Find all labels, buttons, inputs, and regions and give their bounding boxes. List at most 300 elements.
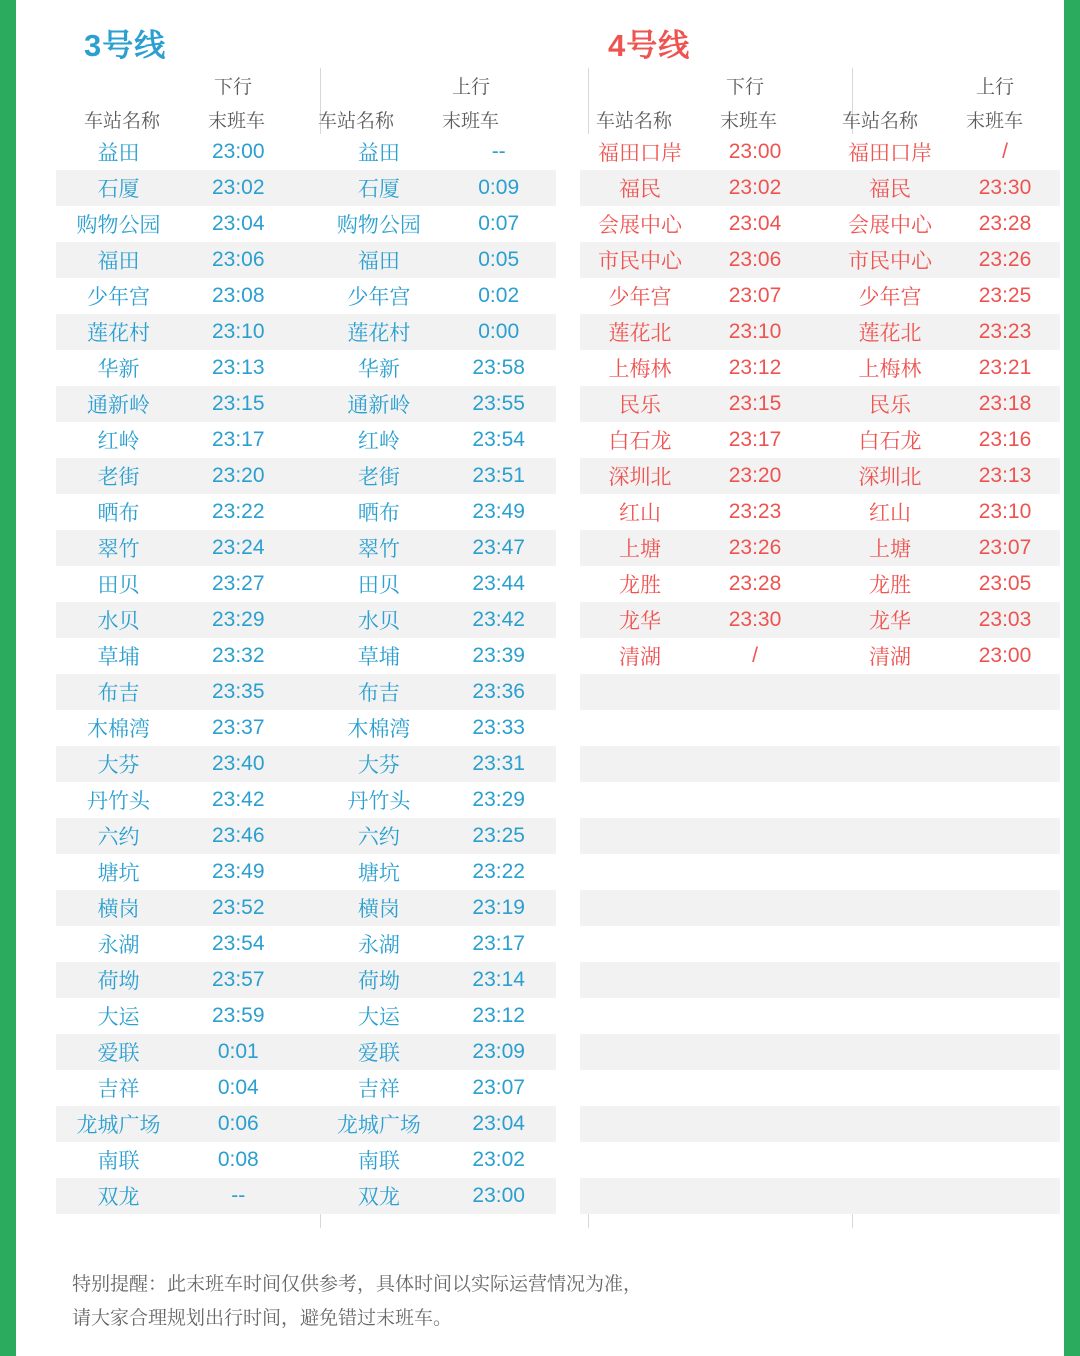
- table-row: [580, 890, 1060, 926]
- down-station-cell: 少年宫: [580, 278, 700, 314]
- up-time-cell: --: [441, 134, 556, 170]
- table-row: [56, 458, 556, 494]
- table-row: [580, 242, 1060, 278]
- down-time-cell: [700, 962, 810, 998]
- down-station-cell: 少年宫: [56, 278, 181, 314]
- spacer-cell: [296, 638, 317, 674]
- spacer-cell: [296, 1106, 317, 1142]
- spacer-cell: [810, 1142, 830, 1178]
- up-time-cell: 23:07: [441, 1070, 556, 1106]
- up-time-cell: [950, 998, 1060, 1034]
- table-row: [56, 962, 556, 998]
- down-time-cell: --: [181, 1178, 296, 1214]
- down-station-cell: 通新岭: [56, 386, 181, 422]
- down-station-cell: 水贝: [56, 602, 181, 638]
- spacer-cell: [810, 422, 830, 458]
- down-station-cell: 红岭: [56, 422, 181, 458]
- up-station-cell: 莲花村: [316, 314, 441, 350]
- down-time-cell: 23:22: [181, 494, 296, 530]
- spacer-cell: [810, 602, 830, 638]
- line-4-down-direction-label: 下行: [726, 77, 765, 98]
- down-time-cell: [700, 746, 810, 782]
- down-time-cell: 23:59: [181, 998, 296, 1034]
- spacer-cell: [296, 278, 317, 314]
- table-row: [56, 890, 556, 926]
- spacer-cell: [296, 206, 317, 242]
- table-row: [580, 818, 1060, 854]
- down-time-cell: 23:02: [181, 170, 296, 206]
- up-time-cell: 23:47: [441, 530, 556, 566]
- down-station-cell: 龙胜: [580, 566, 700, 602]
- up-station-cell: 老街: [316, 458, 441, 494]
- down-time-cell: 23:54: [181, 926, 296, 962]
- down-time-cell: [700, 818, 810, 854]
- spacer-cell: [810, 674, 830, 710]
- up-time-cell: 23:18: [950, 386, 1060, 422]
- up-station-cell: [830, 1178, 950, 1214]
- up-time-cell: 23:44: [441, 566, 556, 602]
- up-station-cell: [830, 1034, 950, 1070]
- up-time-cell: 23:17: [441, 926, 556, 962]
- up-station-cell: [830, 746, 950, 782]
- table-row: [580, 422, 1060, 458]
- up-station-cell: 爱联: [316, 1034, 441, 1070]
- up-station-cell: 益田: [316, 134, 441, 170]
- up-time-cell: 23:21: [950, 350, 1060, 386]
- table-row: [580, 206, 1060, 242]
- down-station-cell: 购物公园: [56, 206, 181, 242]
- down-station-cell: 上塘: [580, 530, 700, 566]
- down-station-cell: 田贝: [56, 566, 181, 602]
- down-station-cell: [580, 1034, 700, 1070]
- up-time-cell: 23:55: [441, 386, 556, 422]
- down-time-cell: 23:04: [700, 206, 810, 242]
- spacer-cell: [296, 674, 317, 710]
- up-station-cell: 六约: [316, 818, 441, 854]
- up-time-cell: 23:58: [441, 350, 556, 386]
- up-station-cell: 少年宫: [830, 278, 950, 314]
- line-4-up-time-header: 末班车: [966, 111, 1024, 132]
- down-station-cell: 横岗: [56, 890, 181, 926]
- up-station-cell: [830, 998, 950, 1034]
- down-time-cell: 23:02: [700, 170, 810, 206]
- up-station-cell: 木棉湾: [316, 710, 441, 746]
- up-time-cell: 23:54: [441, 422, 556, 458]
- line-4-table: [580, 134, 1060, 1214]
- spacer-cell: [810, 530, 830, 566]
- spacer-cell: [296, 530, 317, 566]
- spacer-cell: [810, 134, 830, 170]
- table-row: [56, 854, 556, 890]
- down-station-cell: 南联: [56, 1142, 181, 1178]
- line-3-up-direction-label: 上行: [452, 77, 491, 98]
- spacer-cell: [296, 350, 317, 386]
- down-time-cell: 0:01: [181, 1034, 296, 1070]
- table-row: [580, 314, 1060, 350]
- spacer-cell: [296, 782, 317, 818]
- spacer-cell: [810, 242, 830, 278]
- up-station-cell: 大运: [316, 998, 441, 1034]
- up-time-cell: 23:02: [441, 1142, 556, 1178]
- spacer-cell: [296, 710, 317, 746]
- table-row: [56, 674, 556, 710]
- spacer-cell: [810, 998, 830, 1034]
- up-time-cell: 23:29: [441, 782, 556, 818]
- footer-line-1: 特别提醒：此末班车时间仅供参考，具体时间以实际运营情况为准，: [72, 1274, 643, 1295]
- up-station-cell: 水贝: [316, 602, 441, 638]
- down-time-cell: 23:37: [181, 710, 296, 746]
- spacer-cell: [810, 1070, 830, 1106]
- up-time-cell: 23:19: [441, 890, 556, 926]
- down-time-cell: 23:30: [700, 602, 810, 638]
- down-time-cell: [700, 854, 810, 890]
- table-row: [580, 566, 1060, 602]
- table-row: [580, 926, 1060, 962]
- down-time-cell: 23:35: [181, 674, 296, 710]
- up-station-cell: 购物公园: [316, 206, 441, 242]
- down-station-cell: 莲花北: [580, 314, 700, 350]
- down-station-cell: [580, 962, 700, 998]
- down-station-cell: 市民中心: [580, 242, 700, 278]
- down-time-cell: 23:17: [181, 422, 296, 458]
- table-row: [580, 602, 1060, 638]
- up-time-cell: 23:10: [950, 494, 1060, 530]
- down-time-cell: [700, 782, 810, 818]
- up-time-cell: 0:02: [441, 278, 556, 314]
- up-station-cell: 龙胜: [830, 566, 950, 602]
- down-time-cell: 23:49: [181, 854, 296, 890]
- down-station-cell: 老街: [56, 458, 181, 494]
- down-time-cell: 23:20: [700, 458, 810, 494]
- spacer-cell: [296, 926, 317, 962]
- spacer-cell: [810, 494, 830, 530]
- up-time-cell: [950, 746, 1060, 782]
- down-time-cell: 23:17: [700, 422, 810, 458]
- up-station-cell: [830, 782, 950, 818]
- spacer-cell: [296, 422, 317, 458]
- up-station-cell: 布吉: [316, 674, 441, 710]
- down-time-cell: 23:23: [700, 494, 810, 530]
- down-time-cell: 23:07: [700, 278, 810, 314]
- table-row: [580, 386, 1060, 422]
- down-station-cell: [580, 926, 700, 962]
- up-station-cell: 双龙: [316, 1178, 441, 1214]
- down-station-cell: 福田: [56, 242, 181, 278]
- line-4-title: 4号线: [608, 28, 691, 63]
- line-4-header: [580, 66, 1060, 132]
- spacer-cell: [810, 278, 830, 314]
- up-station-cell: 红岭: [316, 422, 441, 458]
- table-row: [56, 926, 556, 962]
- up-time-cell: 23:03: [950, 602, 1060, 638]
- spacer-cell: [810, 746, 830, 782]
- down-station-cell: 石厦: [56, 170, 181, 206]
- down-time-cell: [700, 1034, 810, 1070]
- up-time-cell: 23:00: [950, 638, 1060, 674]
- up-time-cell: [950, 926, 1060, 962]
- down-time-cell: 23:24: [181, 530, 296, 566]
- down-station-cell: 清湖: [580, 638, 700, 674]
- down-time-cell: 23:15: [700, 386, 810, 422]
- up-time-cell: 23:36: [441, 674, 556, 710]
- down-time-cell: 23:04: [181, 206, 296, 242]
- spacer-cell: [296, 602, 317, 638]
- table-row: [580, 782, 1060, 818]
- table-row: [56, 782, 556, 818]
- down-time-cell: 23:27: [181, 566, 296, 602]
- down-station-cell: [580, 998, 700, 1034]
- spacer-cell: [296, 818, 317, 854]
- spacer-cell: [296, 170, 317, 206]
- down-station-cell: 永湖: [56, 926, 181, 962]
- spacer-cell: [810, 206, 830, 242]
- table-row: [580, 962, 1060, 998]
- spacer-cell: [810, 458, 830, 494]
- up-station-cell: [830, 926, 950, 962]
- down-station-cell: [580, 1142, 700, 1178]
- table-row: [56, 530, 556, 566]
- line-4-down-time-header: 末班车: [720, 111, 778, 132]
- up-time-cell: [950, 674, 1060, 710]
- up-time-cell: 23:23: [950, 314, 1060, 350]
- up-station-cell: 上梅林: [830, 350, 950, 386]
- table-row: [56, 206, 556, 242]
- down-station-cell: 益田: [56, 134, 181, 170]
- spacer-cell: [296, 962, 317, 998]
- down-time-cell: 23:52: [181, 890, 296, 926]
- table-row: [56, 314, 556, 350]
- up-time-cell: 0:07: [441, 206, 556, 242]
- up-station-cell: 通新岭: [316, 386, 441, 422]
- up-station-cell: 白石龙: [830, 422, 950, 458]
- up-time-cell: [950, 710, 1060, 746]
- up-station-cell: [830, 854, 950, 890]
- down-station-cell: [580, 1070, 700, 1106]
- down-time-cell: 23:29: [181, 602, 296, 638]
- down-time-cell: [700, 926, 810, 962]
- table-row: [580, 170, 1060, 206]
- spacer-cell: [810, 1178, 830, 1214]
- spacer-cell: [810, 1106, 830, 1142]
- up-time-cell: 23:49: [441, 494, 556, 530]
- down-time-cell: 23:10: [181, 314, 296, 350]
- table-row: [56, 710, 556, 746]
- up-station-cell: 横岗: [316, 890, 441, 926]
- down-station-cell: 上梅林: [580, 350, 700, 386]
- up-station-cell: 莲花北: [830, 314, 950, 350]
- down-time-cell: 23:28: [700, 566, 810, 602]
- table-row: [580, 1178, 1060, 1214]
- down-time-cell: 0:04: [181, 1070, 296, 1106]
- down-station-cell: [580, 854, 700, 890]
- table-row: [56, 998, 556, 1034]
- table-row: [56, 638, 556, 674]
- line-3-header: [56, 66, 556, 132]
- up-time-cell: [950, 1034, 1060, 1070]
- up-time-cell: 0:05: [441, 242, 556, 278]
- up-time-cell: 23:12: [441, 998, 556, 1034]
- table-row: [580, 746, 1060, 782]
- up-time-cell: 23:26: [950, 242, 1060, 278]
- up-time-cell: 23:39: [441, 638, 556, 674]
- table-row: [580, 278, 1060, 314]
- table-row: [580, 1070, 1060, 1106]
- line-3-up-station-header: 车站名称: [318, 111, 395, 132]
- spacer-cell: [810, 854, 830, 890]
- spacer-cell: [810, 818, 830, 854]
- spacer-cell: [296, 242, 317, 278]
- up-time-cell: 23:05: [950, 566, 1060, 602]
- up-station-cell: 福田口岸: [830, 134, 950, 170]
- spacer-cell: [296, 1070, 317, 1106]
- down-station-cell: 荷坳: [56, 962, 181, 998]
- down-time-cell: 23:15: [181, 386, 296, 422]
- down-station-cell: 双龙: [56, 1178, 181, 1214]
- spacer-cell: [296, 1034, 317, 1070]
- up-time-cell: 23:04: [441, 1106, 556, 1142]
- up-station-cell: 龙城广场: [316, 1106, 441, 1142]
- down-station-cell: 民乐: [580, 386, 700, 422]
- table-row: [56, 818, 556, 854]
- up-time-cell: 23:25: [441, 818, 556, 854]
- up-station-cell: [830, 1106, 950, 1142]
- up-station-cell: 翠竹: [316, 530, 441, 566]
- table-row: [580, 674, 1060, 710]
- up-station-cell: [830, 710, 950, 746]
- up-station-cell: 晒布: [316, 494, 441, 530]
- spacer-cell: [296, 1142, 317, 1178]
- spacer-cell: [296, 314, 317, 350]
- up-station-cell: 清湖: [830, 638, 950, 674]
- up-time-cell: 23:31: [441, 746, 556, 782]
- spacer-cell: [296, 134, 317, 170]
- up-station-cell: 华新: [316, 350, 441, 386]
- up-station-cell: 会展中心: [830, 206, 950, 242]
- spacer-cell: [810, 350, 830, 386]
- down-time-cell: /: [700, 638, 810, 674]
- down-time-cell: [700, 1178, 810, 1214]
- up-station-cell: 田贝: [316, 566, 441, 602]
- timetable-inner: [32, 0, 1080, 1356]
- down-time-cell: 23:57: [181, 962, 296, 998]
- table-row: [56, 386, 556, 422]
- down-time-cell: 23:26: [700, 530, 810, 566]
- down-time-cell: 23:42: [181, 782, 296, 818]
- down-time-cell: [700, 710, 810, 746]
- table-row: [56, 746, 556, 782]
- down-time-cell: 23:00: [181, 134, 296, 170]
- spacer-cell: [296, 746, 317, 782]
- table-row: [56, 422, 556, 458]
- up-station-cell: 少年宫: [316, 278, 441, 314]
- up-time-cell: 23:07: [950, 530, 1060, 566]
- up-station-cell: 福民: [830, 170, 950, 206]
- line-3-down-direction-label: 下行: [214, 77, 253, 98]
- up-time-cell: 23:13: [950, 458, 1060, 494]
- down-station-cell: 草埔: [56, 638, 181, 674]
- down-time-cell: [700, 1106, 810, 1142]
- down-station-cell: 晒布: [56, 494, 181, 530]
- spacer-cell: [810, 926, 830, 962]
- up-time-cell: 0:09: [441, 170, 556, 206]
- up-time-cell: [950, 854, 1060, 890]
- down-station-cell: 福田口岸: [580, 134, 700, 170]
- spacer-cell: [810, 710, 830, 746]
- spacer-cell: [296, 458, 317, 494]
- up-station-cell: 上塘: [830, 530, 950, 566]
- spacer-cell: [810, 638, 830, 674]
- down-station-cell: [580, 674, 700, 710]
- up-time-cell: 23:51: [441, 458, 556, 494]
- down-time-cell: 23:40: [181, 746, 296, 782]
- down-time-cell: 23:06: [700, 242, 810, 278]
- down-time-cell: [700, 998, 810, 1034]
- up-station-cell: [830, 962, 950, 998]
- down-station-cell: [580, 710, 700, 746]
- up-time-cell: [950, 1142, 1060, 1178]
- spacer-cell: [810, 314, 830, 350]
- table-row: [56, 602, 556, 638]
- up-station-cell: 市民中心: [830, 242, 950, 278]
- table-row: [56, 494, 556, 530]
- down-station-cell: 吉祥: [56, 1070, 181, 1106]
- up-time-cell: 23:14: [441, 962, 556, 998]
- spacer-cell: [810, 170, 830, 206]
- spacer-cell: [296, 1178, 317, 1214]
- up-station-cell: 永湖: [316, 926, 441, 962]
- up-station-cell: 大芬: [316, 746, 441, 782]
- table-row: [56, 350, 556, 386]
- down-station-cell: 龙城广场: [56, 1106, 181, 1142]
- table-row: [56, 1142, 556, 1178]
- spacer-cell: [810, 566, 830, 602]
- up-station-cell: 丹竹头: [316, 782, 441, 818]
- up-time-cell: [950, 962, 1060, 998]
- down-station-cell: 红山: [580, 494, 700, 530]
- table-row: [580, 1106, 1060, 1142]
- up-station-cell: 龙华: [830, 602, 950, 638]
- line-3-table: [56, 134, 556, 1214]
- footer-note: [72, 1268, 1032, 1336]
- spacer-cell: [810, 962, 830, 998]
- down-station-cell: 龙华: [580, 602, 700, 638]
- down-time-cell: 23:32: [181, 638, 296, 674]
- table-row: [580, 530, 1060, 566]
- table-row: [580, 1142, 1060, 1178]
- down-station-cell: 福民: [580, 170, 700, 206]
- up-time-cell: [950, 1070, 1060, 1106]
- up-time-cell: 23:30: [950, 170, 1060, 206]
- down-time-cell: 0:08: [181, 1142, 296, 1178]
- down-time-cell: 0:06: [181, 1106, 296, 1142]
- spacer-cell: [810, 1034, 830, 1070]
- spacer-cell: [296, 386, 317, 422]
- table-row: [56, 134, 556, 170]
- up-station-cell: [830, 1070, 950, 1106]
- up-time-cell: /: [950, 134, 1060, 170]
- down-station-cell: 白石龙: [580, 422, 700, 458]
- down-time-cell: [700, 1070, 810, 1106]
- line-3-down-station-header: 车站名称: [84, 111, 161, 132]
- table-row: [580, 998, 1060, 1034]
- down-station-cell: [580, 818, 700, 854]
- spacer-cell: [296, 998, 317, 1034]
- up-station-cell: 红山: [830, 494, 950, 530]
- down-time-cell: 23:12: [700, 350, 810, 386]
- line-4-up-direction-label: 上行: [976, 77, 1015, 98]
- down-station-cell: 会展中心: [580, 206, 700, 242]
- down-station-cell: [580, 1106, 700, 1142]
